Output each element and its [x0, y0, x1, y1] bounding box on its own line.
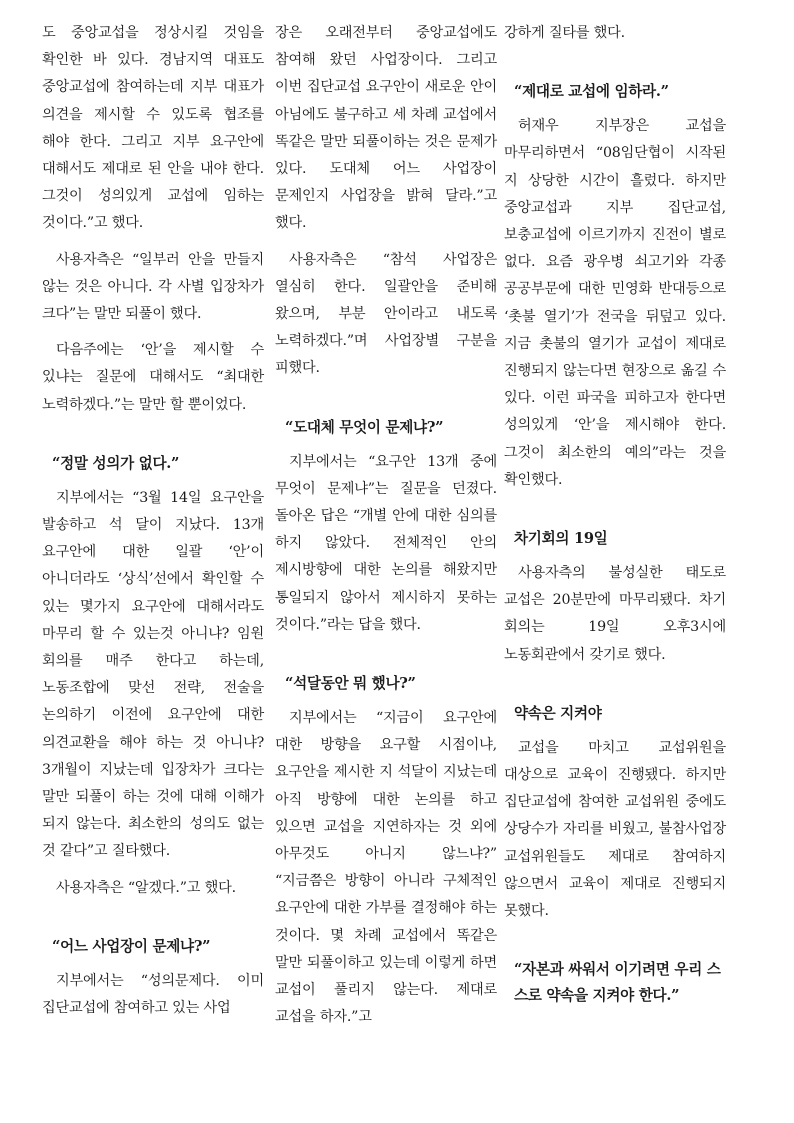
paragraph: 지부에서는 “지금이 요구안에 대한 방향을 요구할 시점이냐, 요구안을 제시한 지 석달이 지났는데 아직 방향에 대한 논의를 하고 있으면 교섭을 지연하자는 것 외에 아무것도 아니지 않느냐?” “지금쯤은 방향이 아니라 구체적인 요구안에 대한 가부를 결정해야 하는 것이다. 몇 차례 교섭에서 똑같은 말만 되풀이하고 있는데 이렇게 하면 교섭이 풀리지 않는다. 제대로 교섭을 하자.”고: [275, 710, 497, 1026]
section-heading: “도대체 무엇이 문제냐?”: [285, 418, 444, 436]
section-heading: “자본과 싸워서 이기려면 우리 스스로 약속을 지켜야 한다.”: [514, 961, 721, 1005]
paragraph: 다음주에는 ‘안’을 제시할 수 있냐는 질문에 대해서도 “최대한 노력하겠다.”는 말만 할 뿐이었다.: [42, 342, 264, 413]
section-heading: “제대로 교섭에 임하라.”: [514, 83, 669, 101]
paragraph: 지부에서는 “성의문제다. 이미 집단교섭에 참여하고 있는 사업: [42, 972, 264, 1017]
section-heading: “어느 사업장이 문제냐?”: [52, 937, 211, 955]
section-heading: “석달동안 뭐 했나?”: [285, 675, 416, 693]
section-heading: 차기회의 19일: [514, 530, 608, 548]
paragraph: 강하게 질타를 했다.: [504, 25, 625, 41]
paragraph: 지부에서는 “3월 14일 요구안을 발송하고 석 달이 지났다. 13개 요구안에 대한 일괄 ‘안’이 아니더라도 ‘상식’선에서 확인할 수 있는 몇가지 요구안에 대해서라도 마무리 할 수 있는것 아니냐? 임원 회의를 매주 한다고 하는데, 노동조합에 맞선 전략, 전술을 논의하기 이전에 요구안에 대한 의견교환을 해야 하는 것 아니냐? 3개월이 지났는데 입장차가 크다는 말만 되풀이 하는 것에 대해 이해가 되지 않는다. 최소한의 성의도 없는 것 같다”고 질타했다.: [42, 489, 264, 860]
column-middle: [275, 20, 497, 1041]
column-right: [504, 20, 726, 1017]
paragraph: 도 중앙교섭을 정상시킬 것임을 확인한 바 있다. 경남지역 대표도 중앙교섭에 참여하는데 지부 대표가 의견을 제시할 수 있도록 협조를 해야 한다. 그리고 지부 요구안에 대해서도 제대로 된 안을 내야 한다. 그것이 성의있게 교섭에 임하는 것이다.”고 했다.: [42, 25, 264, 232]
column-left: [42, 20, 264, 1031]
paragraph: 허재우 지부장은 교섭을 마무리하면서 “08임단협이 시작된 지 상당한 시간이 흘렀다. 하지만 중앙교섭과 지부 집단교섭, 보충교섭에 이르기까지 진전이 별로 없다. 요즘 광우병 쇠고기와 각종 공공부문에 대한 민영화 반대등으로 ‘촛불 열기’가 전국을 뒤덮고 있다. 지금 촛불의 열기가 교섭이 제대로 진행되지 않는다면 현장으로 옮길 수 있다. 이런 파국을 피하고자 한다면 성의있게 ‘안’을 제시해야 한다. 그것이 최소한의 예의”라는 것을 확인했다.: [504, 118, 726, 488]
paragraph: 사용자측은 “알겠다.”고 했다.: [56, 879, 236, 896]
section-heading: 약속은 지켜야: [514, 704, 602, 722]
paragraph: 지부에서는 “요구안 13개 중에 무엇이 문제냐”는 질문을 던졌다. 돌아온 답은 “개별 안에 대한 심의를 하지 않았다. 전체적인 안의 제시방향에 대한 논의를 해왔지만 통일되지 않아서 제시하지 못하는 것이다.”라는 답을 했다.: [275, 453, 497, 633]
section-heading: “정말 성의가 없다.”: [52, 454, 180, 472]
paragraph: 장은 오래전부터 중앙교섭에도 참여해 왔던 사업장이다. 그리고 이번 집단교섭 요구안이 새로운 안이 아님에도 불구하고 세 차례 교섭에서 똑같은 말만 되풀이하는 것은 문제가 있다. 도대체 어느 사업장이 문제인지 사업장을 밝혀 달라.”고 했다.: [275, 25, 497, 232]
paragraph: 사용자측은 “일부러 안을 만들지 않는 것은 아니다. 각 사별 입장차가 크다”는 말만 되풀이 했다.: [42, 251, 264, 323]
paragraph: 사용자측의 불성실한 태도로 교섭은 20분만에 마무리됐다. 차기 회의는 19일 오후3시에 노동회관에서 갖기로 했다.: [504, 565, 726, 663]
paragraph: 사용자측은 “참석 사업장은 열심히 한다. 일괄안을 준비해 왔으며, 부분 안이라고 내도록 노력하겠다.”며 사업장별 구분을 피했다.: [275, 251, 497, 377]
paragraph: 교섭을 마치고 교섭위원을 대상으로 교육이 진행됐다. 하지만 집단교섭에 참여한 교섭위원 중에도 상당수가 자리를 비웠고, 불참사업장 교섭위원들도 제대로 참여하지 않으면서 교육이 제대로 진행되지 못했다.: [504, 739, 726, 920]
